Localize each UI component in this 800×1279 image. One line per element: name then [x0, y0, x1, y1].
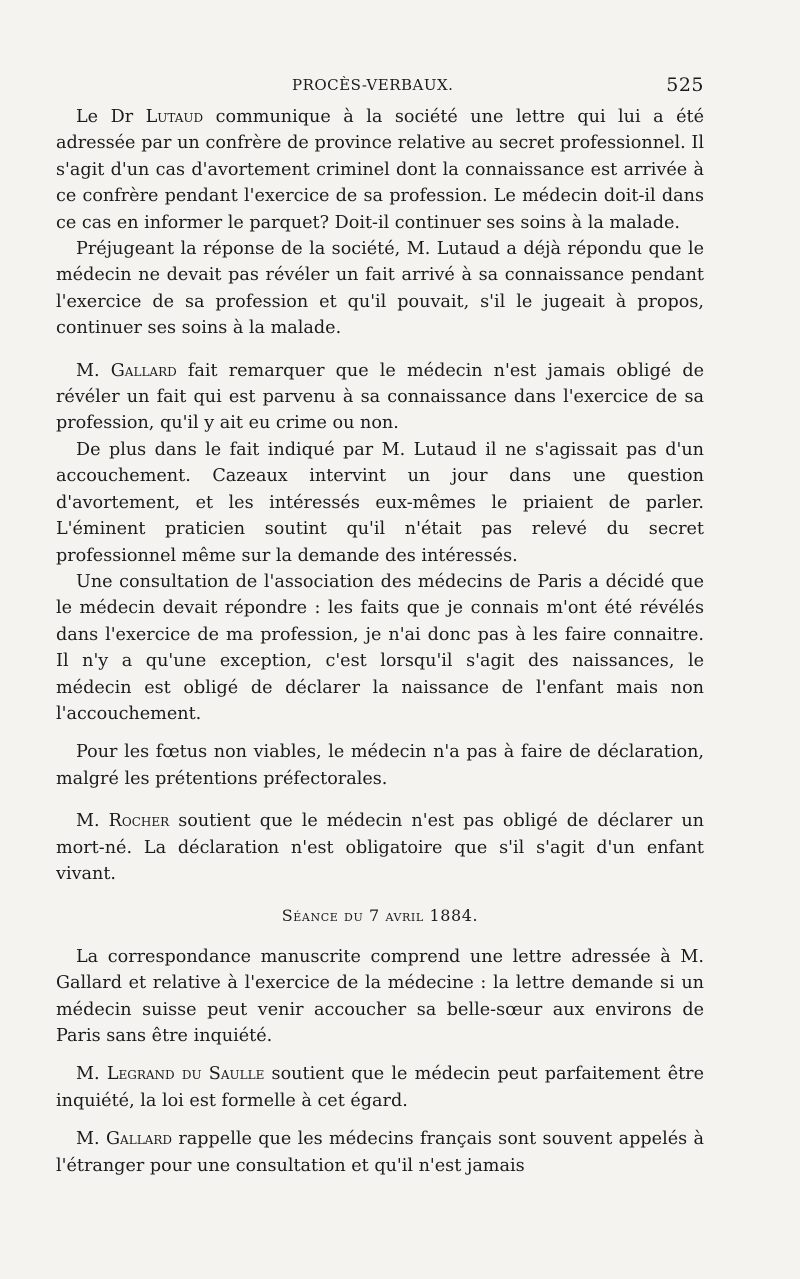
speaker-name: Gallard — [106, 1129, 172, 1150]
speaker-name: Legrand du Saulle — [106, 1064, 265, 1085]
paragraph-consultation: Une consultation de l'association des médecins de Paris a décidé que le médecin devait répondre : les faits que je connais m'ont été révélés dans l'exercice de ma profession, je n'ai donc pas à les faire connaitre. Il n'y a qu'une exception, c'est lorsqu'il s'agit des naissances, le médecin est obligé de déclarer la naissance de l'enfant mais non l'accouchement. — [56, 571, 704, 724]
paragraph-text: fait remarquer que le médecin n'est jamais obligé de révéler un fait qui est parvenu à sa connaissance dans l'exercice de sa profession, qu'il y ait eu crime ou non. — [56, 360, 704, 434]
paragraph-legrand — [56, 1061, 704, 1114]
paragraph-gallard-remark — [56, 358, 704, 437]
paragraph-cazeaux: De plus dans le fait indiqué par M. Lutaud il ne s'agissait pas d'un accouchement. Cazeaux intervint un jour dans une question d'avortement, et les intéressés eux-mêmes le priaient de parler. L'éminent praticien soutint qu'il n'était pas relevé du secret professionnel même sur la demande des intéressés. — [56, 439, 704, 566]
speaker-title: M. — [76, 811, 100, 832]
speaker-title: M. — [76, 1064, 100, 1085]
page-number: 525 — [666, 74, 704, 96]
session-heading — [56, 903, 704, 929]
paragraph-rocher — [56, 808, 704, 887]
paragraph-foetus: Pour les fœtus non viables, le médecin n'a pas à faire de déclaration, malgré les prétentions préfectorales. — [56, 742, 704, 789]
session-date: du 7 avril — [344, 906, 424, 926]
session-word: Séance — [281, 906, 339, 926]
paragraph-text: communique à la société une lettre qui lui a été adressée par un confrère de province relative au secret professionnel. Il s'agit d'un cas d'avortement criminel dont la connaissance est arrivée à ce confrère pendant l'exercice de sa profession. Le médecin doit-il dans ce cas en informer le parquet? Doit-il continuer ses soins à la malade. — [56, 107, 704, 233]
speaker-name: Lutaud — [145, 107, 204, 127]
speaker-title: M. — [76, 360, 100, 381]
running-title: PROCÈS-VERBAUX. — [292, 76, 454, 94]
running-header — [56, 70, 704, 104]
paragraph-lutaud-letter — [56, 104, 704, 236]
paragraph-lutaud-reply: Préjugeant la réponse de la société, M. Lutaud a déjà répondu que le médecin ne devait pas révéler un fait arrivé à sa connaissance pendant l'exercice de sa profession et qu'il pouvait, s'il le jugeait à propos, continuer ses soins à la malade. — [56, 239, 704, 339]
speaker-title: Le Dr — [76, 107, 134, 127]
paragraph-text: soutient que le médecin n'est pas obligé de déclarer un mort-né. La déclaration n'est obligatoire que s'il s'agit d'un enfant vivant. — [56, 811, 705, 884]
paragraph-text: rappelle que les médecins français sont souvent appelés à l'étranger pour une consultation et qu'il n'est jamais — [56, 1129, 704, 1176]
page-body — [56, 104, 704, 1179]
speaker-title: M. — [76, 1129, 100, 1150]
speaker-name: Rocher — [108, 811, 170, 832]
paragraph-text: soutient que le médecin peut parfaitement être inquiété, la loi est formelle à cet égard. — [56, 1064, 704, 1111]
paragraph-gallard-recall — [56, 1126, 704, 1179]
paragraph-correspondence: La correspondance manuscrite comprend une lettre adressée à M. Gallard et relative à l'exercice de la médecine : la lettre demande si un médecin suisse peut venir accoucher sa belle-sœur aux environs de Paris sans être inquiété. — [56, 946, 704, 1046]
session-year: 1884. — [429, 906, 479, 926]
speaker-name: Gallard — [110, 360, 177, 381]
